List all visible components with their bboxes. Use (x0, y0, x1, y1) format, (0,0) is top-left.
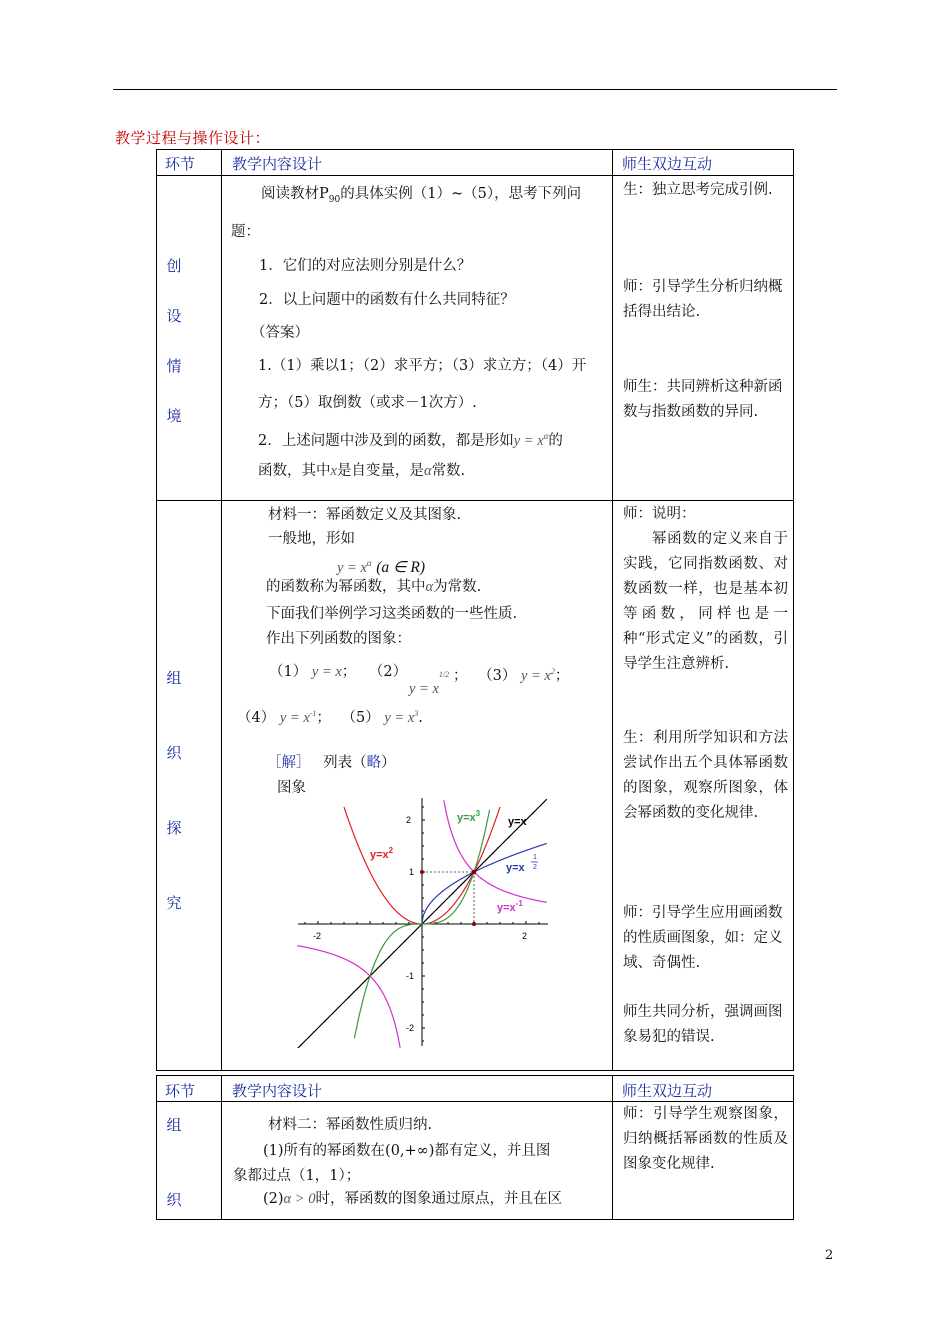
stage-char: 创 (166, 257, 182, 275)
answer-2: 2．上述问题中涉及到的函数，都是形如$y = x^\alpha$的 (258, 431, 563, 449)
student-note: 生：独立思考完成引例. (623, 182, 773, 198)
definition-intro: 一般地，形如 (268, 531, 355, 547)
joint-note: 师生：共同辨析这种新函数与指数函数的异同. (623, 379, 783, 420)
y-tick-label: 2 (406, 815, 412, 825)
x-tick-label: 2 (522, 931, 528, 941)
property-1: (1)所有的幂函数在(0,+∞)都有定义，并且图 (263, 1143, 551, 1159)
teaching-table (156, 149, 794, 1071)
stage-char: 组 (166, 1116, 182, 1134)
function-list-1b: ； （3） $y = x^2$； (453, 667, 570, 684)
header-stage: 环节 (165, 1082, 196, 1100)
function-sqrt: $y = x^{1/2}$ (409, 670, 450, 697)
label-y-x-half-numerator: 1 (533, 854, 537, 861)
example-intro: 下面我们举例学习这类函数的一些性质. (266, 606, 518, 622)
header-interaction: 师生双边互动 (622, 1082, 713, 1100)
label-y-x-inverse: $y=x^{-1}$ (497, 899, 523, 914)
question-2: 2．以上问题中的函数有什么共同特征？ (259, 292, 515, 308)
header-content: 教学内容设计 (232, 1082, 323, 1100)
teacher-summary-note: 师：引导学生观察图象，归纳概括幂函数的性质及图象变化规律. (623, 1106, 788, 1172)
student-draw-note: 生：利用所学知识和方法尝试作出五个具体幂函数的图象，观察所图象，体会幂函数的变化规律. (623, 730, 788, 821)
stage-char: 设 (166, 307, 182, 325)
reading-instruction: 阅读教材$P_{90}$的具体实例（1）~（5），思考下列问 (261, 186, 582, 205)
stage-char: 织 (166, 744, 182, 762)
label-y-x-squared: $y=x^2$ (370, 846, 394, 861)
interaction-notes-1 (623, 178, 788, 203)
material-2-title: 材料二：幂函数性质归纳. (268, 1117, 433, 1133)
function-list-2: （4） $y = x^{-1}$； （5） $y = x^3$. (237, 709, 423, 726)
answer-1-cont: 方；（5）取倒数（或求－1次方）. (258, 395, 477, 411)
definition-text: 的函数称为幂函数，其中α为常数. (266, 579, 482, 595)
stage-char: 组 (166, 669, 182, 687)
property-2: (2)α > 0时，幂函数的图象通过原点，并且在区 (263, 1191, 562, 1207)
stage-char: 情 (166, 357, 182, 375)
property-1-cont: 象都过点（1，1）； (233, 1168, 361, 1184)
curve-y-x-half (422, 843, 547, 924)
page-number: 2 (825, 1248, 834, 1263)
label-y-x-cubed: $y=x^3$ (457, 809, 481, 824)
header-interaction: 师生双边互动 (622, 155, 713, 173)
interaction-notes-2d (623, 1000, 788, 1050)
y-tick-label: 1 (409, 867, 415, 877)
answer-1: 1.（1）乘以1；（2）求平方；（3）求立方；（4）开 (258, 358, 587, 374)
point-on-x-axis (472, 922, 476, 926)
stage-char: 境 (166, 407, 182, 425)
definition-formula: $y = x^\alpha$ (a ∈ R) (337, 558, 426, 576)
material-1-title: 材料一：幂函数定义及其图象. (268, 507, 462, 523)
label-y-x: y=x (508, 816, 527, 828)
section-heading: 教学过程与操作设计： (115, 129, 271, 147)
stage-char: 究 (166, 894, 182, 912)
reading-instruction-cont: 题： (231, 224, 260, 240)
teacher-explain: 师：说明： (623, 506, 696, 522)
point-1-1 (472, 870, 477, 875)
answer-label: （答案） (251, 325, 309, 341)
common-errors-note: 师生共同分析，强调画图象易犯的错误. (623, 1004, 783, 1045)
stage-char: 织 (166, 1191, 182, 1209)
label-y-x-half-denominator: 2 (533, 864, 537, 871)
x-tick-label: -2 (313, 931, 322, 941)
definition-note: 幂函数的定义来自于实践，它同指数函数、对数函数一样，也是基本初等函数，同样也是一种“形式定义”的函数，引导学生注意辨析. (623, 531, 788, 672)
teaching-table-continued (156, 1075, 794, 1220)
stage-char: 探 (166, 819, 182, 837)
teacher-guide-note: 师：引导学生应用画函数的性质画图象，如：定义域、奇偶性. (623, 905, 783, 971)
point-on-y-axis (420, 870, 424, 874)
header-content: 教学内容设计 (232, 155, 323, 173)
interaction-notes-2b (623, 726, 788, 826)
power-function-graph (296, 798, 556, 1048)
power-formula: y = x (513, 432, 544, 449)
answer-2-cont: 函数，其中x是自变量，是α常数. (258, 463, 466, 479)
header-stage: 环节 (165, 155, 196, 173)
interaction-notes-2 (623, 502, 788, 677)
label-y-x-half: y=x (506, 862, 525, 874)
teacher-note: 师：引导学生分析归纳概括得出结论. (623, 279, 783, 320)
question-1: 1．它们的对应法则分别是什么？ (259, 258, 472, 274)
y-tick-label: -2 (406, 1023, 415, 1033)
graph-label: 图象 (277, 780, 306, 796)
header-rule (113, 89, 837, 90)
interaction-notes-1c (623, 375, 788, 425)
interaction-notes-3 (623, 1102, 788, 1177)
function-list-1: （1） y = x； （2） (269, 664, 408, 680)
interaction-notes-1b (623, 275, 788, 325)
interaction-notes-2c (623, 901, 788, 976)
solution-line: ［解］ 列表（略） (267, 755, 396, 771)
y-tick-label: -1 (406, 971, 415, 981)
draw-instruction: 作出下列函数的图象： (266, 631, 411, 647)
